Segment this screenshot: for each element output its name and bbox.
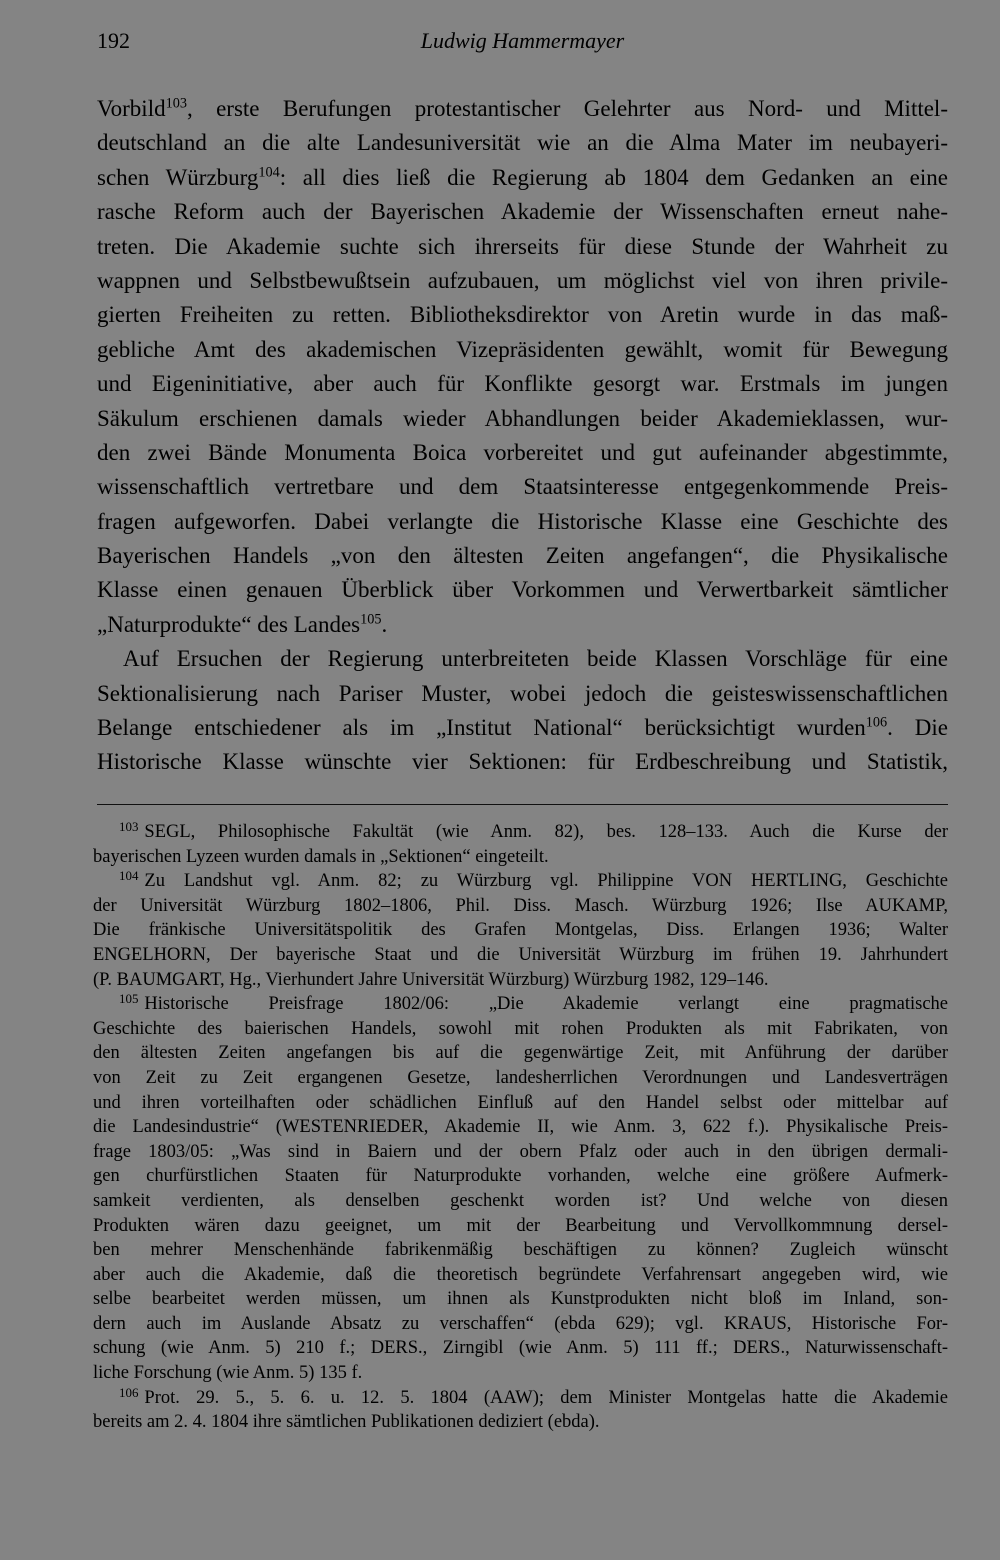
line-text: ben mehrer Menschenhände fabrikenmäßig beschäftigen zu können? Zugleich wünscht [93,1240,948,1261]
line-text: samkeit verdienten, als denselben geschenkt worden ist? Und welche von diesen [93,1190,948,1211]
line-text-continued: : all dies ließ die Regierung ab 1804 dem Gedanken an eine [279,164,948,190]
line-text: ENGELHORN, Der bayerische Staat und die Universität Würzburg im frühen 19. Jahrhundert [93,944,948,965]
line-text: gierten Freiheiten zu retten. Bibliotheksdirektor von Aretin wurde in das maß- [97,302,948,328]
footnote-line [93,1115,948,1140]
running-head: Ludwig Hammermayer [420,28,625,53]
footnote-line [93,1140,948,1165]
line-text: schen Würzburg [97,164,259,190]
footnote-line [93,894,948,919]
line-text: Produkten wären dazu geeignet, um mit der Bearbeitung und Vervollkommnung dersel- [93,1215,948,1236]
footnote-separator [97,804,948,805]
line-text: gen churfürstlichen Staaten für Naturprodukte vorhanden, welche eine größere Aufmerk- [93,1166,948,1187]
line-text: die Landesindustrie“ (WESTENRIEDER, Akademie II, wie Anm. 3, 622 f.). Physikalische Preis- [93,1117,948,1138]
line-text: deutschland an die alte Landesuniversität wie an die Alma Mater im neubayeri- [97,130,948,156]
main-text [97,92,948,780]
text-line [97,436,948,470]
line-text: gebliche Amt des akademischen Vizepräsidenten gewählt, womit für Bewegung [97,336,948,362]
footnote-reference: 105 [360,611,382,628]
line-text: und Eigeninitiative, aber auch für Konflikte gesorgt war. Erstmals im jungen [97,371,948,397]
text-line [97,745,948,779]
line-text: Sektionalisierung nach Pariser Muster, wobei jedoch die geisteswissenschaftlichen [97,680,948,706]
text-line [97,298,948,332]
footnote-line [93,1312,948,1337]
line-text: bereits am 2. 4. 1804 ihre sämtlichen Publikationen dediziert (ebda). [93,1412,600,1433]
line-text: der Universität Würzburg 1802–1806, Phil. Diss. Masch. Würzburg 1926; Ilse AUKAMP, [93,895,948,916]
footnote-reference: 104 [258,164,280,181]
line-text: selbe bearbeitet werden müssen, um ihnen als Kunstprodukten nicht bloß im Inland, son- [93,1289,948,1310]
text-line [97,126,948,160]
line-text-continued: , erste Berufungen protestantischer Gelehrter aus Nord- und Mittel- [186,96,948,121]
footnote-line [93,1091,948,1116]
footnote-line [93,869,948,894]
text-line [97,470,948,504]
footnote-line [93,1263,948,1288]
footnote-reference: 106 [865,714,888,731]
line-text: Säkulum erschienen damals wieder Abhandlungen beider Akademieklassen, wur- [97,405,948,431]
text-line [97,677,948,711]
line-text: bayerischen Lyzeen wurden damals in „Sektionen“ eingeteilt. [93,846,549,867]
text-line [97,539,948,573]
line-text: von Zeit zu Zeit ergangenen Gesetze, landesherrlichen Verordnungen und Landesverträgen [93,1067,948,1088]
footnote-line [93,1066,948,1091]
footnote-number: 105 [119,991,139,1007]
footnote-line [93,845,948,870]
text-line [97,367,948,401]
line-text: schung (wie Anm. 5) 210 f.; DERS., Zirngibl (wie Anm. 5) 111 ff.; DERS., Naturwissenschaft- [93,1338,948,1359]
line-text: Klasse einen genauen Überblick über Vorkommen und Verwertbarkeit sämtlicher [97,577,948,603]
footnote-reference: 103 [165,95,187,112]
text-line [97,92,948,126]
line-text: fragen aufgeworfen. Dabei verlangte die Historische Klasse eine Geschichte des [97,508,948,534]
footnote-line [93,1164,948,1189]
footnote-number: 103 [119,819,139,835]
line-text-continued: . [381,611,388,637]
footnote-line [93,1336,948,1361]
text-line [97,161,948,195]
line-text-continued: . Die [887,715,948,741]
line-text: Zu Landshut vgl. Anm. 82; zu Würzburg vgl. Philippine VON HERTLING, Geschichte [144,871,948,892]
text-line [97,711,948,745]
line-text: Historische Preisfrage 1802/06: „Die Akademie verlangt eine pragmatische [144,994,948,1015]
line-text: „Naturprodukte“ des Landes [97,611,361,637]
page-header [97,28,948,62]
footnote-line [93,1017,948,1042]
footnote-line [93,1214,948,1239]
line-text: frage 1803/05: „Was sind in Baiern und der obern Pfalz oder auch in den übrigen dermali- [93,1141,948,1162]
text-line [97,642,948,676]
line-text: (P. BAUMGART, Hg., Vierhundert Jahre Universität Würzburg) Würzburg 1982, 129–146. [93,969,769,990]
footnote-line [93,1361,948,1386]
line-text: und ihren vorteilhaften oder schädlichen Einfluß auf den Handel selbst oder mittelbar auf [93,1092,948,1113]
line-text: Die fränkische Universitätspolitik des Grafen Montgelas, Diss. Erlangen 1936; Walter [93,920,948,941]
line-text: den ältesten Zeiten angefangen bis auf die gegenwärtige Zeit, mit Anführung der darüber [93,1043,948,1064]
line-text: wappnen und Selbstbewußtsein aufzubauen, um möglichst viel von ihren privile- [97,267,948,293]
text-line [97,573,948,607]
text-line [97,333,948,367]
text-line [97,195,948,229]
footnote-number: 106 [119,1384,139,1400]
line-text: dern auch im Auslande Absatz zu verschaffen“ (ebda 629); vgl. KRAUS, Historische For- [93,1313,948,1334]
footnote-line [93,1410,948,1435]
footnote-line [93,968,948,993]
text-line [97,402,948,436]
footnote-line [93,1041,948,1066]
line-text: wissenschaftlich vertretbare und dem Staatsinteresse entgegenkommende Preis- [97,474,948,500]
line-text: Bayerischen Handels „von den ältesten Zeiten angefangen“, die Physikalische [97,543,948,569]
text-line [97,505,948,539]
line-text: Vorbild [97,96,166,121]
line-text: Geschichte des baierischen Handels, sowohl mit rohen Produkten als mit Fabrikaten, von [93,1018,948,1039]
text-line [97,608,948,642]
footnote-line [93,918,948,943]
line-text: Auf Ersuchen der Regierung unterbreiteten beide Klassen Vorschläge für eine [123,646,948,672]
footnote-line [93,1238,948,1263]
line-text: den zwei Bände Monumenta Boica vorbereitet und gut aufeinander abgestimmte, [97,439,948,465]
page-number: 192 [97,28,130,53]
line-text: treten. Die Akademie suchte sich ihrerseits für diese Stunde der Wahrheit zu [97,233,948,259]
footnote-line [93,1189,948,1214]
text-line [97,264,948,298]
line-text: liche Forschung (wie Anm. 5) 135 f. [93,1363,363,1384]
footnote-line [93,943,948,968]
line-text: aber auch die Akademie, daß die theoretisch begründete Verfahrensart angegeben wird, wie [93,1264,948,1285]
line-text: Historische Klasse wünschte vier Sektionen: für Erdbeschreibung und Statistik, [97,749,948,775]
line-text: Belange entschiedener als im „Institut National“ berücksichtigt wurden [97,715,866,741]
footnote-line [93,992,948,1017]
footnote-number: 104 [119,868,139,884]
line-text: rasche Reform auch der Bayerischen Akademie der Wissenschaften erneut nahe- [97,199,948,225]
line-text: Prot. 29. 5., 5. 6. u. 12. 5. 1804 (AAW); dem Minister Montgelas hatte die Akademie [144,1387,948,1408]
footnote-line [93,1287,948,1312]
footnote-line [93,1386,948,1411]
footnotes [93,820,948,1435]
text-line [97,230,948,264]
line-text: SEGL, Philosophische Fakultät (wie Anm. 82), bes. 128–133. Auch die Kurse der [144,822,948,842]
footnote-line [93,820,948,845]
